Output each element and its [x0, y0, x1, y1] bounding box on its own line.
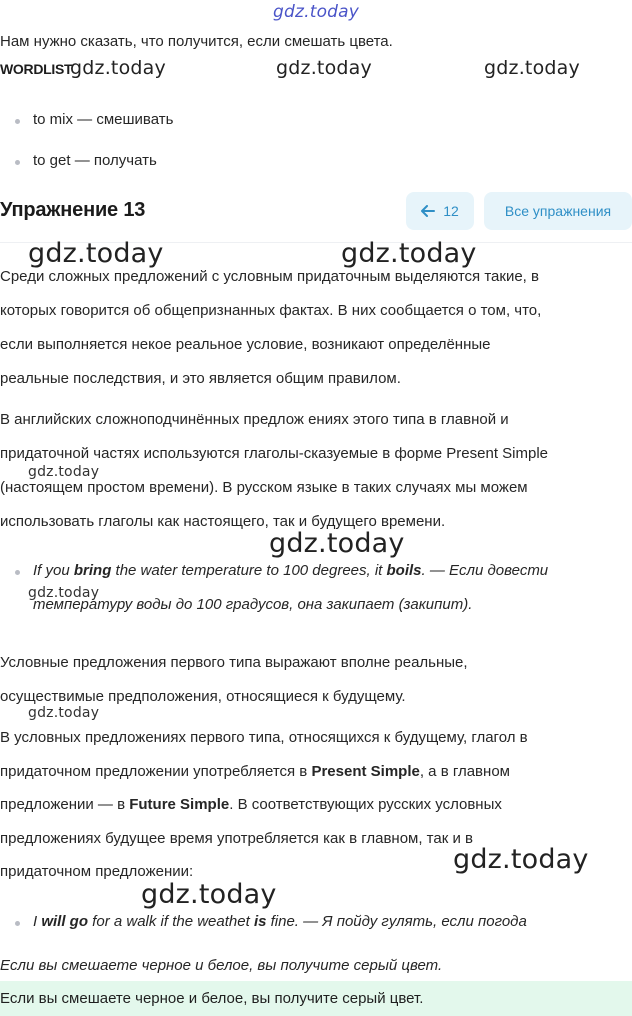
wordlist-item: to mix — смешивать — [33, 111, 174, 128]
paragraph-line: осуществимые предположения, относящиеся к будущему. — [0, 688, 406, 705]
watermark: gdz.today — [141, 879, 277, 910]
paragraph-line: придаточном предложении: — [0, 863, 194, 880]
paragraph-line: придаточном предложении употребляется в Present Simple, а в главном — [0, 763, 510, 780]
previous-exercise-button[interactable] — [406, 192, 474, 230]
watermark: gdz.today — [28, 464, 100, 480]
arrow-left-icon — [421, 205, 435, 217]
watermark: gdz.today — [484, 57, 580, 79]
answer-highlight: Если вы смешаете черное и белое, вы получите серый цвет. — [0, 981, 632, 1016]
exercise-title: Упражнение 13 — [0, 199, 146, 221]
paragraph-line: предложении — в Future Simple. В соответствующих русских условных — [0, 796, 502, 813]
watermark: gdz.today — [70, 57, 166, 79]
paragraph-line: предложениях будущее время употребляется как в главном, так и в — [0, 830, 473, 847]
paragraph-line: В английских сложноподчинённых предлож ениях этого типа в главной и — [0, 411, 509, 428]
watermark: gdz.today — [28, 705, 100, 721]
paragraph-line: Условные предложения первого типа выражают вполне реальные, — [0, 654, 468, 671]
bullet-dot — [15, 160, 20, 165]
example-sentence: If you bring the water temperature to 100 degrees, it boils. — Если довести — [33, 562, 549, 579]
paragraph-line: Среди сложных предложений с условным придаточным выделяются такие, в — [0, 268, 539, 285]
paragraph-line: (настоящем простом времени). В русском языке в таких случаях мы можем — [0, 479, 528, 496]
paragraph-line: В условных предложениях первого типа, относящихся к будущему, глагол в — [0, 729, 528, 746]
all-exercises-button[interactable] — [484, 192, 632, 230]
watermark-top: gdz.today — [273, 2, 360, 22]
wordlist-label: WORDLIST — [0, 61, 73, 77]
paragraph-line: если выполняется некое реальное условие, возникают определённые — [0, 336, 491, 353]
all-exercises-label: Все упражнения — [504, 203, 612, 219]
watermark: gdz.today — [276, 57, 372, 79]
example-sentence: I will go for a walk if the weathet is fine. — Я пойду гулять, если погода — [33, 913, 527, 930]
paragraph-line: использовать глаголы как настоящего, так и будущего времени. — [0, 513, 446, 530]
watermark: gdz.today — [28, 585, 100, 601]
paragraph-line: придаточной частях используются глаголы-сказуемые в форме Present Simple — [0, 445, 548, 462]
watermark: gdz.today — [28, 238, 164, 269]
bullet-dot — [15, 921, 20, 926]
bullet-dot — [15, 119, 20, 124]
example-translation: температуру воды до 100 градусов, она закипает (закипит). — [33, 596, 473, 613]
watermark: gdz.today — [341, 238, 477, 269]
previous-exercise-label: 12 — [443, 203, 459, 219]
watermark: gdz.today — [453, 844, 589, 875]
paragraph-line: реальные последствия, и это является общим правилом. — [0, 370, 401, 387]
wordlist-item: to get — получать — [33, 152, 157, 169]
intro-text: Нам нужно сказать, что получится, если смешать цвета. — [0, 33, 393, 50]
watermark: gdz.today — [269, 528, 405, 559]
bullet-dot — [15, 570, 20, 575]
paragraph-line: которых говорится об общепризнанных фактах. В них сообщается о том, что, — [0, 302, 542, 319]
answer-italic: Если вы смешаете черное и белое, вы получите серый цвет. — [0, 957, 443, 974]
